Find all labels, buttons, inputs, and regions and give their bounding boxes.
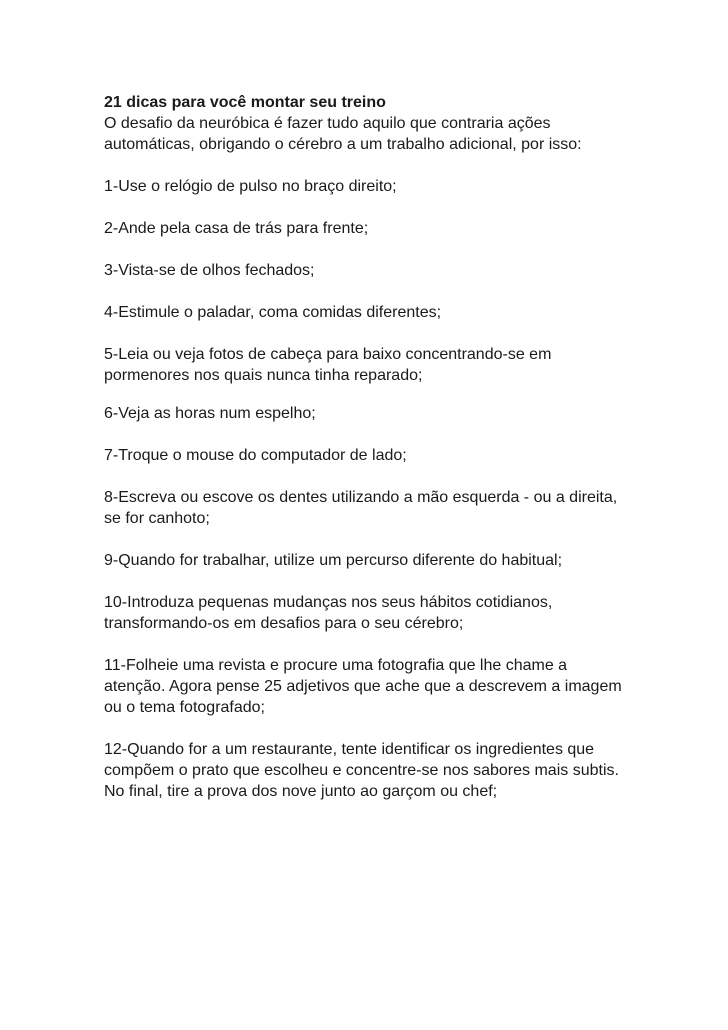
tip-line: 2-Ande pela casa de trás para frente;	[104, 220, 369, 237]
tip-line: 8-Escreva ou escove os dentes utilizando a mão esquerda - ou a direita,	[104, 489, 618, 506]
tip-line: 7-Troque o mouse do computador de lado;	[104, 447, 407, 464]
tip-line: 12-Quando for a um restaurante, tente identificar os ingredientes que	[104, 741, 595, 758]
tip-item	[104, 218, 634, 239]
tip-item	[104, 302, 634, 323]
tip-line: 9-Quando for trabalhar, utilize um percurso diferente do habitual;	[104, 552, 563, 569]
tip-line: se for canhoto;	[104, 510, 210, 527]
tip-line: No final, tire a prova dos nove junto ao garçom ou chef;	[104, 783, 498, 800]
tip-item	[104, 739, 634, 802]
tip-item	[104, 260, 634, 281]
tip-line: 3-Vista-se de olhos fechados;	[104, 262, 315, 279]
tip-line: pormenores nos quais nunca tinha reparado;	[104, 367, 423, 384]
tip-line: 6-Veja as horas num espelho;	[104, 405, 316, 422]
tip-item	[104, 344, 634, 386]
tip-line: 4-Estimule o paladar, coma comidas diferentes;	[104, 304, 442, 321]
tip-line: 10-Introduza pequenas mudanças nos seus hábitos cotidianos,	[104, 594, 553, 611]
tip-item	[104, 403, 634, 424]
tip-line: atenção. Agora pense 25 adjetivos que ache que a descrevem a imagem	[104, 678, 622, 695]
document-title: 21 dicas para você montar seu treino	[104, 94, 386, 111]
tip-item	[104, 487, 634, 529]
tip-item	[104, 176, 634, 197]
tip-item	[104, 592, 634, 634]
tip-line: 1-Use o relógio de pulso no braço direito;	[104, 178, 397, 195]
intro-line: O desafio da neuróbica é fazer tudo aquilo que contraria ações	[104, 115, 551, 132]
tip-item	[104, 550, 634, 571]
tip-line: 11-Folheie uma revista e procure uma fotografia que lhe chame a	[104, 657, 568, 674]
tip-item	[104, 445, 634, 466]
document-body	[104, 92, 634, 823]
tip-line: ou o tema fotografado;	[104, 699, 265, 716]
tip-line: transformando-os em desafios para o seu cérebro;	[104, 615, 464, 632]
intro-paragraph	[104, 113, 634, 155]
intro-line: automáticas, obrigando o cérebro a um trabalho adicional, por isso:	[104, 136, 582, 153]
tip-line: 5-Leia ou veja fotos de cabeça para baixo concentrando-se em	[104, 346, 552, 363]
tip-item	[104, 655, 634, 718]
tip-line: compõem o prato que escolheu e concentre-se nos sabores mais subtis.	[104, 762, 619, 779]
